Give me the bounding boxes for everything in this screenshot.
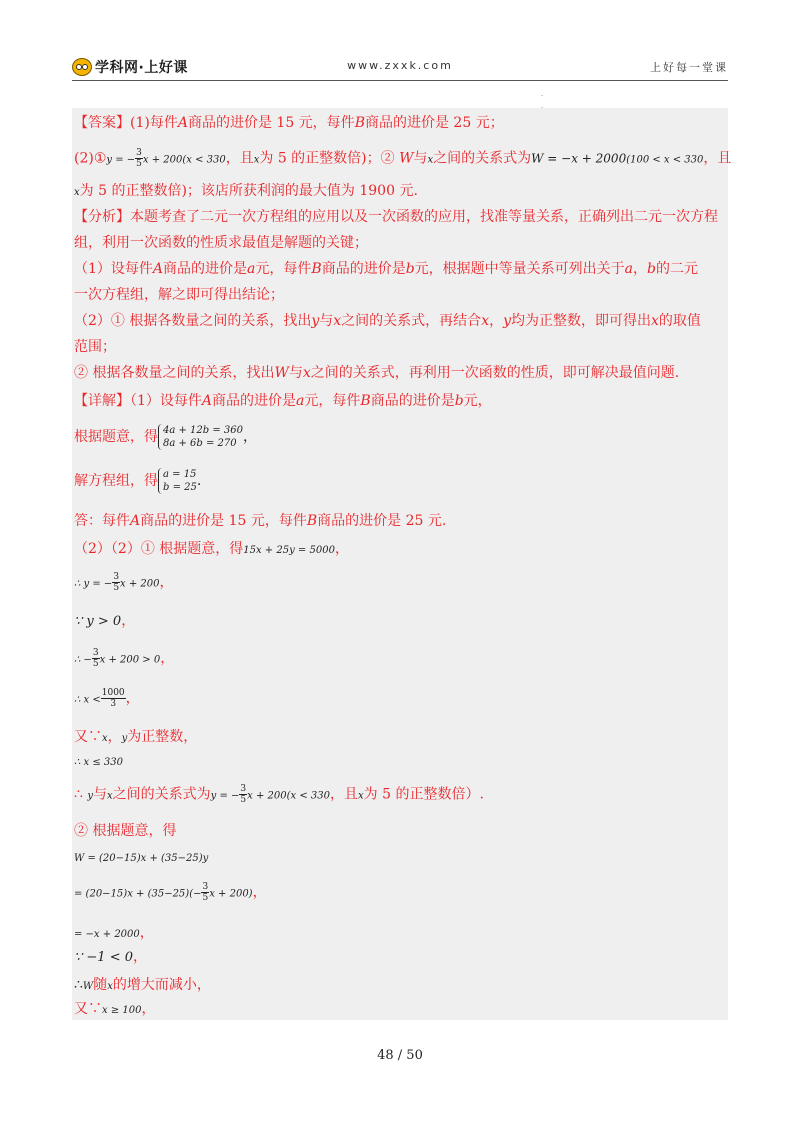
solution-line: 解方程组，得 a = 15 b = 25 . <box>74 469 202 493</box>
math-line: ∴ x ≤ 330 <box>74 757 124 768</box>
analysis-line: （1）设每件A商品的进价是a元，每件B商品的进价是b元，根据题中等量关系可列出关于a，b的二元 <box>74 261 698 277</box>
detail-line: （2）（2）① 根据题意，得15x + 25y = 5000， <box>74 541 349 557</box>
answer-line-3: x为 5 的正整数倍)；该店所获利润的最大值为 1900 元. <box>74 183 418 199</box>
detail-line: 又∵x，y为正整数， <box>74 729 198 745</box>
analysis-line: 【分析】本题考查了二元一次方程组的应用以及一次函数的应用，找准等量关系，正确列出二元一次方程 <box>74 209 718 225</box>
analysis-line: 组，利用一次函数的性质求最值是解题的关键； <box>74 235 368 251</box>
math-line: ∴ y与x之间的关系式为y = − $\frac{3}{5}$ x + 200(x < 330，且x为 5 的正整数倍）. <box>74 784 484 805</box>
page-number: 48 / 50 <box>377 1048 423 1063</box>
detail-line: ∴W随x的增大而减小， <box>74 977 211 993</box>
math-line: = −x + 2000， <box>74 925 154 941</box>
analysis-line: 一次方程组，解之即可得出结论； <box>74 287 284 303</box>
detail-line: ② 根据题意，得 <box>74 823 177 839</box>
answer-line-2: (2)①y = − $\frac{3}{5}$ x + 200(x < 330，且x为 5 的正整数倍)；② W与x之间的关系式为W = −x + 2000(100 < x < 330，且 <box>74 148 732 169</box>
analysis-line: ② 根据各数量之间的关系，找出W与x之间的关系式，再利用一次函数的性质，即可解决最值问题. <box>74 365 680 381</box>
math-line: = (20−15)x + (35−25)(− $\frac{3}{5}$ x + 200)， <box>74 882 267 903</box>
answer-line: 【答案】(1)每件A商品的进价是 15 元，每件B商品的进价是 25 元； <box>74 115 504 131</box>
site-url: www.zxxk.com <box>347 59 453 72</box>
detail-line: 又∵x ≥ 100， <box>74 1001 156 1017</box>
math-line: ∴ y = − $\frac{3}{5}$ x + 200， <box>74 572 174 593</box>
logo-text: 学科网·上好课 <box>95 60 188 76</box>
answer-content <box>72 108 732 1020</box>
analysis-line: 范围； <box>74 339 116 355</box>
math-line: ∵ y > 0， <box>74 613 136 629</box>
math-line: W = (20−15)x + (35−25)y <box>74 853 209 864</box>
equation-system-line: 根据题意，得 4a + 12b = 360 8a + 6b = 270 ， <box>74 425 258 449</box>
page-header <box>72 54 728 81</box>
header-slogan: 上好每一堂课 <box>650 61 728 74</box>
math-line: ∴ x < $\frac{1000}{3}$ ， <box>74 688 140 709</box>
analysis-line: （2）① 根据各数量之间的关系，找出y与x之间的关系式，再结合x，y均为正整数，即可得出x的取值 <box>74 313 701 329</box>
math-line: ∴ − $\frac{3}{5}$ x + 200 > 0， <box>74 648 175 669</box>
detail-line: 【详解】（1）设每件A商品的进价是a元，每件B商品的进价是b元， <box>74 393 492 409</box>
detail-line: 答：每件A商品的进价是 15 元，每件B商品的进价是 25 元. <box>74 513 447 529</box>
math-line: ∵ −1 < 0， <box>74 949 147 965</box>
decorative-dots: · <box>541 92 544 100</box>
